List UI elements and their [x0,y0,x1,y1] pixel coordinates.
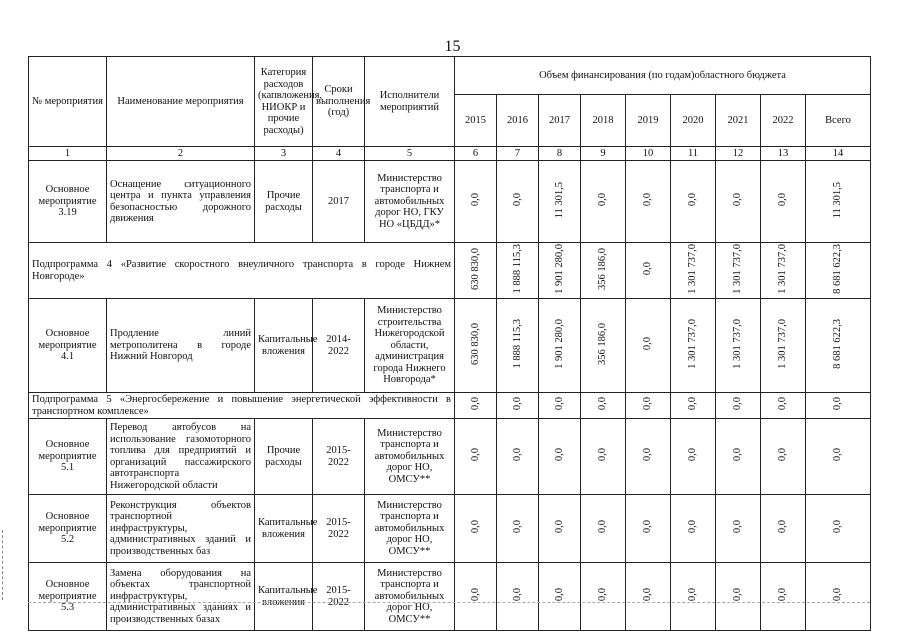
financing-amount: 0,0 [732,520,743,534]
column-index: 9 [581,147,626,161]
financing-amount: 1 301 737,0 [687,243,698,294]
financing-amount: 0,0 [732,397,743,411]
financing-amount: 1 301 737,0 [732,243,743,294]
financing-amount: 0,0 [642,193,653,207]
financing-amount: 0,0 [777,397,788,411]
financing-amount: 356 186,0 [597,322,608,365]
financing-amount: 0,0 [687,448,698,462]
terms: 2017 [313,161,365,243]
column-index: 7 [497,147,539,161]
column-index: 4 [313,147,365,161]
year-value [581,243,626,299]
financing-amount: 0,0 [777,520,788,534]
year-value [626,393,671,419]
financing-amount: 0,0 [597,448,608,462]
activity-number: Основное мероприятие 5.3 [29,563,107,631]
financing-amount: 0,0 [597,193,608,207]
activity-number: Основное мероприятие 4.1 [29,299,107,393]
financing-amount: 630 830,0 [469,247,481,290]
year-value [716,161,761,243]
column-index: 14 [806,147,871,161]
total-value [806,161,871,243]
financing-amount: 0,0 [687,588,698,602]
header-year: 2022 [761,95,806,147]
financing-amount: 0,0 [832,520,843,534]
financing-amount: 1 301 737,0 [687,318,698,369]
financing-amount: 0,0 [511,588,523,602]
column-index: 5 [365,147,455,161]
year-value [455,563,497,631]
financing-amount: 8 681 622,3 [832,318,843,369]
executors: Министерство транспорта и автомобильных дорог НО, ОМСУ** [365,419,455,495]
header-terms: Сроки выполнения (год) [313,57,365,147]
column-index: 8 [539,147,581,161]
year-value [497,299,539,393]
financing-amount: 0,0 [469,193,481,207]
year-value [716,419,761,495]
subprogram-row [29,243,871,299]
executors: Министерство транспорта и автомобильных дорог НО, ГКУ НО «ЦБДД»* [365,161,455,243]
financing-amount: 1 301 737,0 [777,243,788,294]
year-value [539,495,581,563]
financing-amount: 0,0 [597,588,608,602]
header-financing-group: Объем финансирования (по годам)областного бюджета [455,57,871,95]
financing-amount: 0,0 [469,520,481,534]
header-category: Категория расходов (капвложения, НИОКР и прочие расходы) [255,57,313,147]
financing-amount: 356 186,0 [597,247,608,290]
header-number: № мероприятия [29,57,107,147]
subprogram-row [29,393,871,419]
year-value [626,563,671,631]
financing-amount: 1 901 280,0 [553,243,565,294]
financing-amount: 1 888 115,3 [511,319,523,369]
year-value [716,495,761,563]
year-value [761,243,806,299]
header-year: 2015 [455,95,497,147]
year-value [497,243,539,299]
year-value [581,563,626,631]
financing-amount: 0,0 [832,448,843,462]
financing-amount: 0,0 [642,262,653,276]
financing-amount: 0,0 [642,337,653,351]
expense-category: Капитальные вложения [255,299,313,393]
year-value [455,299,497,393]
financing-amount: 0,0 [511,520,523,534]
year-value [497,161,539,243]
year-value [716,299,761,393]
financing-amount: 0,0 [642,588,653,602]
year-value [581,393,626,419]
table-row [29,563,871,631]
year-value [671,419,716,495]
year-value [761,495,806,563]
year-value [455,243,497,299]
executors: Министерство строительства Нижегородской области, администрация города Нижнего Новгорода* [365,299,455,393]
terms: 2015-2022 [313,419,365,495]
terms: 2014-2022 [313,299,365,393]
year-value [581,299,626,393]
financing-amount: 1 888 115,3 [511,244,523,294]
year-value [539,563,581,631]
financing-amount: 1 301 737,0 [732,318,743,369]
page-number: 15 [444,38,461,55]
year-value [581,495,626,563]
column-index: 10 [626,147,671,161]
bottom-rule [28,602,870,603]
terms: 2015-2022 [313,563,365,631]
financing-amount: 0,0 [777,448,788,462]
financing-amount: 630 830,0 [469,322,481,365]
year-value [761,299,806,393]
year-value [497,393,539,419]
table-row [29,299,871,393]
financing-amount: 0,0 [511,448,523,462]
total-value [806,299,871,393]
year-value [539,419,581,495]
total-value [806,495,871,563]
year-value [539,243,581,299]
year-value [761,563,806,631]
year-value [455,393,497,419]
activity-name: Оснащение ситуационного центра и пункта управления безопасностью дорожного движения [107,161,255,243]
financing-amount: 0,0 [642,397,653,411]
header-index-row [29,147,871,161]
financing-amount: 0,0 [469,397,481,411]
activity-name: Реконструкция объектов транспортной инфраструктуры, административных зданий и производственных баз [107,495,255,563]
executors: Министерство транспорта и автомобильных дорог НО, ОМСУ** [365,563,455,631]
header-year: 2020 [671,95,716,147]
subprogram-title: Подпрограмма 4 «Развитие скоростного внеуличного транспорта в городе Нижнем Новгороде» [29,243,455,299]
year-value [671,299,716,393]
year-value [761,161,806,243]
financing-amount: 0,0 [732,588,743,602]
activity-name: Замена оборудования на объектах транспортной инфраструктуры, административных зданиях и производственных базах [107,563,255,631]
year-value [716,563,761,631]
year-value [761,419,806,495]
financing-amount: 0,0 [469,588,481,602]
financing-amount: 0,0 [777,193,788,207]
year-value [671,161,716,243]
year-value [716,393,761,419]
table-row [29,161,871,243]
financing-amount: 0,0 [597,397,608,411]
financing-amount: 0,0 [687,520,698,534]
total-value [806,419,871,495]
financing-table [28,56,871,631]
table-row [29,419,871,495]
header-year: 2019 [626,95,671,147]
year-value [626,161,671,243]
activity-number: Основное мероприятие 5.1 [29,419,107,495]
header-year: 2018 [581,95,626,147]
header-year: 2021 [716,95,761,147]
financing-amount: 0,0 [511,193,523,207]
financing-amount: 0,0 [553,520,565,534]
year-value [539,393,581,419]
financing-amount: 11 301,5 [832,181,843,218]
year-value [497,495,539,563]
financing-amount: 8 681 622,3 [832,243,843,294]
table-body [29,161,871,631]
activity-name: Продление линий метрополитена в городе Нижний Новгород [107,299,255,393]
terms: 2015-2022 [313,495,365,563]
executors: Министерство транспорта и автомобильных дорог НО, ОМСУ** [365,495,455,563]
financing-amount: 1 301 737,0 [777,318,788,369]
financing-amount: 0,0 [553,448,565,462]
year-value [671,393,716,419]
header-executors: Исполнители мероприятий [365,57,455,147]
year-value [581,161,626,243]
financing-amount: 1 901 280,0 [553,318,565,369]
year-value [626,419,671,495]
header-year: 2017 [539,95,581,147]
expense-category: Прочие расходы [255,419,313,495]
financing-amount: 0,0 [687,193,698,207]
financing-amount: 0,0 [642,448,653,462]
column-index: 13 [761,147,806,161]
total-value [806,243,871,299]
activity-number: Основное мероприятие 5.2 [29,495,107,563]
year-value [581,419,626,495]
year-value [497,563,539,631]
column-index: 12 [716,147,761,161]
financing-amount: 0,0 [597,520,608,534]
expense-category: Прочие расходы [255,161,313,243]
financing-amount: 0,0 [469,448,481,462]
table-row [29,495,871,563]
year-value [671,243,716,299]
column-index: 3 [255,147,313,161]
column-index: 1 [29,147,107,161]
financing-amount: 0,0 [553,588,565,602]
year-value [716,243,761,299]
header-name: Наименование мероприятия [107,57,255,147]
financing-amount: 0,0 [687,397,698,411]
activity-number: Основное мероприятие 3.19 [29,161,107,243]
financing-amount: 0,0 [511,397,523,411]
expense-category: Капитальные вложения [255,563,313,631]
year-value [626,495,671,563]
year-value [626,243,671,299]
activity-name: Перевод автобусов на использование газомоторного топлива для предприятий и организаций пассажирского автотранспорта Нижегородской области [107,419,255,495]
margin-rule [2,530,4,600]
header-year: Всего [806,95,871,147]
year-value [455,495,497,563]
financing-amount: 0,0 [832,397,843,411]
year-value [671,495,716,563]
header-year: 2016 [497,95,539,147]
year-value [671,563,716,631]
year-value [539,161,581,243]
financing-amount: 0,0 [732,193,743,207]
financing-amount: 0,0 [553,397,565,411]
financing-amount: 0,0 [777,588,788,602]
financing-amount: 0,0 [642,520,653,534]
column-index: 6 [455,147,497,161]
year-value [539,299,581,393]
total-value [806,563,871,631]
expense-category: Капитальные вложения [255,495,313,563]
subprogram-title: Подпрограмма 5 «Энергосбережение и повышение энергетической эффективности в транспортном комплексе» [29,393,455,419]
financing-amount: 0,0 [832,588,843,602]
year-value [497,419,539,495]
year-value [761,393,806,419]
year-value [626,299,671,393]
financing-amount: 11 301,5 [553,181,565,218]
year-value [455,161,497,243]
total-value [806,393,871,419]
year-value [455,419,497,495]
column-index: 11 [671,147,716,161]
column-index: 2 [107,147,255,161]
financing-amount: 0,0 [732,448,743,462]
